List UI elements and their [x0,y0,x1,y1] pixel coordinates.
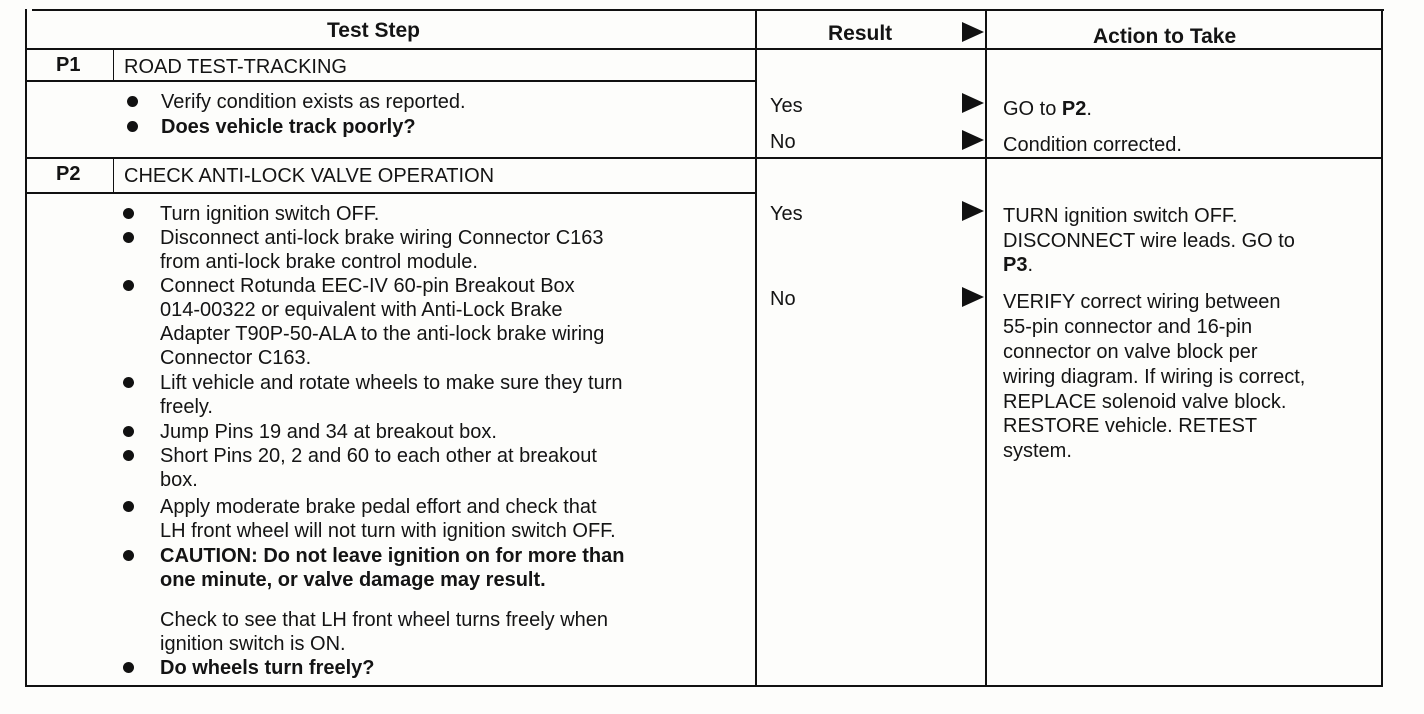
bullet-icon [127,121,138,132]
p2-step-1-line: Turn ignition switch OFF. [160,203,380,225]
p1-result-yes: Yes [770,95,803,117]
p2-id-divider [113,159,114,192]
p2-action-yes-line: TURN ignition switch OFF. [1003,205,1238,227]
p2-caution-line: CAUTION: Do not leave ignition on for more than [160,545,625,567]
p1-title: ROAD TEST-TRACKING [124,56,347,78]
bullet-icon [123,550,134,561]
bullet-icon [123,208,134,219]
p2-step-id: P2 [56,163,81,185]
p2-result-yes: Yes [770,203,803,225]
p2-action-no-line: connector on valve block per [1003,341,1258,363]
bullet-icon [127,96,138,107]
table-border-top [32,9,1384,11]
p2-step-4-line: freely. [160,396,213,418]
p1-result-no: No [770,131,796,153]
header-test-step: Test Step [327,19,420,42]
column-divider-step [755,9,757,687]
p2-note-line: Check to see that LH front wheel turns freely when [160,609,609,631]
p1-row-divider [27,157,1383,159]
bullet-icon [123,450,134,461]
result-arrow-icon [962,201,984,221]
action-text: . [1027,254,1034,276]
p2-result-no: No [770,288,796,310]
p2-step-3-line: Adapter T90P-50-ALA to the anti-lock brake wiring [160,323,605,345]
p2-step-6-line: box. [160,469,198,491]
p1-id-divider [113,50,114,80]
table-border-bottom [25,685,1382,687]
p2-step-4-line: Lift vehicle and rotate wheels to make sure they turn [160,372,623,394]
p2-note-line: ignition switch is ON. [160,633,346,655]
p1-step-2: Does vehicle track poorly? [161,116,416,138]
p2-step-2-line: Disconnect anti-lock brake wiring Connector C163 [160,227,604,249]
p2-action-no-line: wiring diagram. If wiring is correct, [1003,366,1306,388]
p2-final-question: Do wheels turn freely? [160,657,375,679]
bullet-icon [123,377,134,388]
p2-step-6-line: Short Pins 20, 2 and 60 to each other at breakout [160,445,597,467]
p2-action-no-line: system. [1003,440,1072,462]
p2-caution-line: one minute, or valve damage may result. [160,569,546,591]
p2-step-3-line: 014-00322 or equivalent with Anti-Lock Brake [160,299,563,321]
bullet-icon [123,232,134,243]
p2-action-yes-line: DISCONNECT wire leads. GO to [1003,230,1295,252]
p2-action-no-line: VERIFY correct wiring between [1003,291,1281,313]
result-arrow-icon [962,287,984,307]
header-action: Action to Take [1093,25,1237,48]
p2-step-3-line: Connector C163. [160,347,312,369]
step-reference: P3 [1003,254,1028,276]
p2-step-7-line: LH front wheel will not turn with ignition switch OFF. [160,520,616,542]
p1-action-yes [1003,97,1092,121]
table-border-left [25,9,27,687]
p2-action-yes-line [1003,253,1033,277]
p1-title-underline [27,80,757,82]
p2-step-5-line: Jump Pins 19 and 34 at breakout box. [160,421,497,443]
p2-action-no-line: 55-pin connector and 16-pin [1003,316,1253,338]
p2-title-underline [27,192,757,194]
result-arrow-icon [962,93,984,113]
p1-step-1: Verify condition exists as reported. [161,91,466,113]
result-arrow-icon [962,130,984,150]
step-reference: P2 [1061,98,1087,120]
column-divider-result [985,9,987,687]
p2-title: CHECK ANTI-LOCK VALVE OPERATION [124,165,495,187]
bullet-icon [123,426,134,437]
bullet-icon [123,501,134,512]
action-text: GO to [1003,98,1062,120]
header-arrow-icon [962,22,984,42]
action-text: . [1086,98,1092,120]
header-result: Result [828,22,893,45]
p2-step-3-line: Connect Rotunda EEC-IV 60-pin Breakout Box [160,275,575,297]
table-border-right [1381,9,1383,687]
bullet-icon [123,280,134,291]
p2-step-2-line: from anti-lock brake control module. [160,251,478,273]
p2-action-no-line: RESTORE vehicle. RETEST [1003,415,1258,437]
p1-action-no: Condition corrected. [1003,134,1182,156]
p2-action-no-line: REPLACE solenoid valve block. [1003,391,1287,413]
bullet-icon [123,662,134,673]
p2-step-7-line: Apply moderate brake pedal effort and check that [160,496,597,518]
p1-step-id: P1 [56,54,81,76]
